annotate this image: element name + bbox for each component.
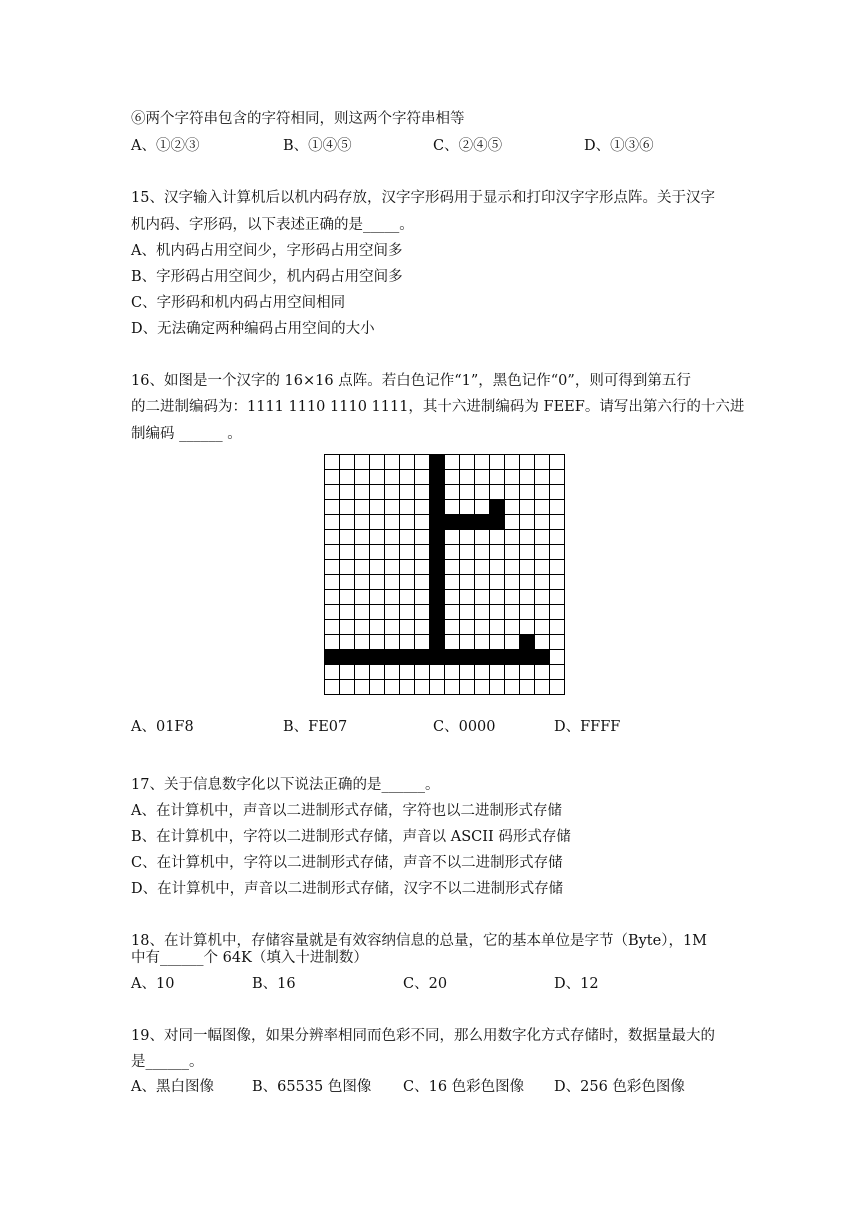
grid-cell-white — [520, 665, 535, 680]
dot-matrix-grid — [324, 454, 570, 700]
grid-cell-white — [535, 455, 550, 470]
grid-cell-white — [340, 590, 355, 605]
grid-cell-white — [415, 665, 430, 680]
grid-cell-white — [415, 605, 430, 620]
grid-cell-white — [325, 485, 340, 500]
grid-cell-white — [385, 590, 400, 605]
grid-cell-white — [415, 635, 430, 650]
grid-cell-black — [430, 590, 445, 605]
grid-cell-white — [355, 620, 370, 635]
grid-cell-white — [400, 635, 415, 650]
grid-cell-white — [370, 620, 385, 635]
grid-cell-white — [490, 635, 505, 650]
grid-cell-white — [355, 545, 370, 560]
q15-option-c: C、字形码和机内码占用空间相同 — [131, 295, 346, 311]
grid-cell-white — [325, 635, 340, 650]
grid-cell-white — [370, 530, 385, 545]
grid-cell-white — [490, 605, 505, 620]
grid-cell-white — [385, 560, 400, 575]
grid-cell-white — [490, 455, 505, 470]
grid-cell-black — [520, 635, 535, 650]
grid-cell-white — [535, 560, 550, 575]
grid-cell-black — [430, 530, 445, 545]
grid-cell-white — [385, 620, 400, 635]
grid-cell-white — [505, 575, 520, 590]
q17-stem: 17、关于信息数字化以下说法正确的是______。 — [131, 777, 440, 793]
grid-cell-white — [370, 485, 385, 500]
q17-option-d: D、在计算机中，声音以二进制形式存储，汉字不以二进制形式存储 — [131, 881, 564, 897]
grid-cell-white — [460, 680, 475, 695]
grid-cell-white — [550, 650, 565, 665]
grid-cell-white — [355, 635, 370, 650]
grid-cell-white — [535, 665, 550, 680]
grid-cell-white — [340, 485, 355, 500]
grid-cell-white — [490, 530, 505, 545]
grid-cell-white — [370, 575, 385, 590]
grid-cell-white — [460, 605, 475, 620]
grid-cell-white — [535, 605, 550, 620]
grid-cell-white — [520, 560, 535, 575]
grid-cell-white — [445, 560, 460, 575]
grid-cell-white — [460, 560, 475, 575]
grid-cell-white — [535, 470, 550, 485]
grid-cell-white — [400, 500, 415, 515]
grid-cell-white — [445, 575, 460, 590]
grid-cell-black — [535, 650, 550, 665]
grid-cell-white — [445, 485, 460, 500]
grid-cell-white — [325, 500, 340, 515]
q18-stem-line-2: 中有______个 64K（填入十进制数） — [131, 950, 368, 966]
grid-cell-white — [385, 530, 400, 545]
grid-cell-white — [550, 575, 565, 590]
q16-option-c: C、0000 — [433, 719, 496, 735]
grid-cell-white — [550, 560, 565, 575]
q16-option-b: B、FE07 — [283, 719, 348, 735]
grid-cell-black — [415, 650, 430, 665]
grid-cell-white — [385, 665, 400, 680]
grid-cell-white — [475, 590, 490, 605]
grid-cell-white — [415, 680, 430, 695]
grid-cell-white — [535, 680, 550, 695]
grid-cell-white — [325, 590, 340, 605]
grid-cell-white — [355, 605, 370, 620]
grid-cell-white — [400, 485, 415, 500]
grid-cell-white — [490, 665, 505, 680]
grid-cell-white — [535, 530, 550, 545]
grid-cell-white — [550, 605, 565, 620]
grid-cell-white — [370, 635, 385, 650]
grid-cell-black — [460, 515, 475, 530]
grid-cell-black — [490, 500, 505, 515]
grid-cell-white — [505, 605, 520, 620]
grid-cell-black — [445, 515, 460, 530]
grid-cell-white — [445, 545, 460, 560]
q19-option-d: D、256 色彩色图像 — [554, 1079, 685, 1095]
grid-cell-white — [415, 455, 430, 470]
grid-cell-white — [475, 605, 490, 620]
q18-option-d: D、12 — [554, 976, 599, 992]
grid-cell-white — [475, 665, 490, 680]
grid-cell-white — [325, 530, 340, 545]
grid-cell-white — [460, 470, 475, 485]
grid-cell-white — [340, 560, 355, 575]
grid-cell-white — [325, 680, 340, 695]
q18-option-a: A、10 — [131, 976, 175, 992]
grid-cell-white — [505, 485, 520, 500]
grid-cell-white — [400, 620, 415, 635]
grid-cell-white — [550, 635, 565, 650]
q15-stem-line-1: 15、汉字输入计算机后以机内码存放，汉字字形码用于显示和打印汉字字形点阵。关于汉字 — [131, 190, 715, 206]
grid-cell-white — [505, 515, 520, 530]
grid-cell-white — [355, 470, 370, 485]
grid-cell-white — [490, 470, 505, 485]
q15-option-b: B、字形码占用空间少，机内码占用空间多 — [131, 269, 403, 285]
grid-cell-white — [460, 590, 475, 605]
q14-option-a: A、①②③ — [131, 138, 200, 154]
grid-cell-white — [400, 590, 415, 605]
grid-cell-white — [520, 620, 535, 635]
grid-cell-black — [430, 515, 445, 530]
grid-cell-white — [505, 545, 520, 560]
grid-cell-white — [520, 575, 535, 590]
grid-cell-white — [355, 590, 370, 605]
grid-cell-white — [520, 605, 535, 620]
grid-cell-white — [535, 590, 550, 605]
grid-cell-white — [385, 455, 400, 470]
grid-cell-white — [325, 515, 340, 530]
grid-cell-black — [430, 485, 445, 500]
grid-cell-black — [430, 470, 445, 485]
grid-cell-black — [475, 515, 490, 530]
q18-stem-line-1: 18、在计算机中，存储容量就是有效容纳信息的总量，它的基本单位是字节（Byte），1M — [131, 933, 708, 949]
grid-cell-white — [340, 515, 355, 530]
grid-cell-white — [415, 515, 430, 530]
grid-cell-white — [400, 680, 415, 695]
grid-cell-white — [340, 470, 355, 485]
grid-cell-white — [355, 560, 370, 575]
grid-cell-black — [430, 545, 445, 560]
grid-cell-white — [520, 455, 535, 470]
grid-cell-white — [430, 665, 445, 680]
grid-cell-white — [475, 560, 490, 575]
grid-cell-white — [385, 635, 400, 650]
grid-cell-white — [460, 530, 475, 545]
grid-cell-white — [370, 515, 385, 530]
grid-cell-white — [445, 470, 460, 485]
grid-cell-white — [400, 515, 415, 530]
grid-cell-white — [550, 665, 565, 680]
grid-cell-white — [550, 500, 565, 515]
grid-cell-white — [445, 455, 460, 470]
grid-cell-white — [445, 590, 460, 605]
grid-cell-white — [460, 620, 475, 635]
grid-cell-white — [505, 530, 520, 545]
q14-option-c: C、②④⑤ — [433, 138, 503, 154]
grid-cell-white — [370, 500, 385, 515]
grid-cell-white — [460, 455, 475, 470]
grid-cell-white — [400, 665, 415, 680]
grid-cell-black — [385, 650, 400, 665]
grid-cell-white — [355, 500, 370, 515]
grid-cell-black — [520, 650, 535, 665]
grid-cell-white — [355, 455, 370, 470]
grid-cell-white — [385, 545, 400, 560]
grid-cell-white — [550, 620, 565, 635]
grid-cell-white — [490, 680, 505, 695]
grid-cell-white — [340, 455, 355, 470]
grid-cell-white — [340, 530, 355, 545]
grid-cell-white — [415, 590, 430, 605]
grid-cell-white — [445, 680, 460, 695]
grid-cell-white — [475, 455, 490, 470]
q19-option-a: A、黑白图像 — [131, 1079, 214, 1095]
grid-cell-white — [535, 485, 550, 500]
grid-cell-white — [400, 545, 415, 560]
grid-cell-white — [385, 485, 400, 500]
grid-cell-white — [535, 500, 550, 515]
grid-cell-white — [325, 605, 340, 620]
grid-cell-white — [415, 470, 430, 485]
q14-statement-6: ⑥两个字符串包含的字符相同，则这两个字符串相等 — [131, 111, 465, 127]
grid-cell-white — [520, 530, 535, 545]
grid-cell-white — [415, 530, 430, 545]
grid-cell-white — [355, 575, 370, 590]
grid-cell-black — [370, 650, 385, 665]
grid-cell-white — [370, 560, 385, 575]
grid-cell-white — [460, 485, 475, 500]
grid-cell-white — [475, 470, 490, 485]
grid-cell-white — [475, 635, 490, 650]
grid-cell-white — [385, 680, 400, 695]
grid-cell-white — [445, 665, 460, 680]
grid-cell-white — [535, 545, 550, 560]
grid-cell-white — [490, 620, 505, 635]
grid-cell-white — [520, 545, 535, 560]
grid-cell-white — [550, 470, 565, 485]
grid-cell-white — [400, 470, 415, 485]
grid-cell-white — [355, 530, 370, 545]
grid-cell-black — [400, 650, 415, 665]
grid-cell-white — [505, 635, 520, 650]
grid-cell-black — [430, 575, 445, 590]
grid-cell-white — [445, 620, 460, 635]
q15-stem-line-2: 机内码、字形码，以下表述正确的是_____。 — [131, 217, 414, 233]
grid-cell-white — [490, 575, 505, 590]
grid-cell-black — [430, 500, 445, 515]
grid-cell-white — [415, 560, 430, 575]
grid-cell-black — [430, 560, 445, 575]
grid-cell-white — [340, 500, 355, 515]
grid-cell-white — [475, 485, 490, 500]
grid-cell-white — [340, 620, 355, 635]
grid-cell-white — [400, 575, 415, 590]
grid-cell-white — [325, 560, 340, 575]
q19-stem-line-1: 19、对同一幅图像，如果分辨率相同而色彩不同，那么用数字化方式存储时，数据量最大的 — [131, 1028, 715, 1044]
grid-cell-white — [415, 545, 430, 560]
grid-cell-black — [505, 650, 520, 665]
grid-cell-black — [430, 455, 445, 470]
grid-cell-white — [535, 515, 550, 530]
grid-cell-white — [520, 680, 535, 695]
grid-cell-white — [520, 470, 535, 485]
grid-cell-white — [550, 530, 565, 545]
grid-cell-black — [460, 650, 475, 665]
grid-cell-white — [460, 500, 475, 515]
grid-cell-white — [400, 605, 415, 620]
grid-cell-white — [325, 620, 340, 635]
grid-cell-white — [535, 620, 550, 635]
grid-cell-white — [445, 530, 460, 545]
grid-cell-white — [370, 470, 385, 485]
grid-cell-white — [445, 500, 460, 515]
grid-cell-white — [385, 605, 400, 620]
grid-cell-white — [490, 560, 505, 575]
grid-cell-white — [520, 500, 535, 515]
grid-cell-white — [415, 620, 430, 635]
grid-cell-white — [385, 575, 400, 590]
grid-cell-white — [475, 680, 490, 695]
grid-cell-white — [355, 515, 370, 530]
grid-cell-black — [490, 650, 505, 665]
grid-cell-white — [460, 575, 475, 590]
grid-cell-white — [460, 545, 475, 560]
grid-cell-black — [355, 650, 370, 665]
q16-stem-line-2: 的二进制编码为：1111 1110 1110 1111，其十六进制编码为 FEEF。请写出第六行的十六进 — [131, 399, 745, 415]
grid-cell-white — [550, 680, 565, 695]
grid-cell-white — [355, 665, 370, 680]
grid-cell-white — [370, 455, 385, 470]
grid-cell-black — [430, 605, 445, 620]
q19-stem-line-2: 是______。 — [131, 1054, 204, 1070]
grid-cell-white — [505, 665, 520, 680]
q19-option-b: B、65535 色图像 — [252, 1079, 372, 1095]
grid-cell-white — [340, 575, 355, 590]
grid-cell-white — [400, 560, 415, 575]
grid-cell-white — [490, 485, 505, 500]
grid-cell-white — [355, 485, 370, 500]
grid-cell-white — [505, 680, 520, 695]
grid-cell-white — [535, 575, 550, 590]
grid-cell-white — [400, 530, 415, 545]
grid-cell-white — [475, 620, 490, 635]
grid-cell-white — [340, 665, 355, 680]
grid-cell-white — [550, 545, 565, 560]
grid-cell-black — [430, 635, 445, 650]
grid-cell-white — [370, 605, 385, 620]
grid-cell-white — [445, 605, 460, 620]
grid-cell-white — [415, 485, 430, 500]
grid-cell-white — [550, 485, 565, 500]
grid-cell-white — [385, 500, 400, 515]
grid-cell-white — [505, 560, 520, 575]
grid-cell-white — [505, 500, 520, 515]
grid-cell-black — [430, 620, 445, 635]
grid-cell-black — [325, 650, 340, 665]
grid-cell-white — [520, 515, 535, 530]
grid-cell-white — [325, 545, 340, 560]
grid-cell-white — [505, 470, 520, 485]
grid-cell-white — [505, 620, 520, 635]
grid-cell-white — [325, 455, 340, 470]
grid-cell-white — [370, 680, 385, 695]
grid-cell-white — [475, 575, 490, 590]
grid-cell-white — [385, 515, 400, 530]
grid-cell-white — [325, 575, 340, 590]
grid-cell-white — [520, 590, 535, 605]
grid-cell-white — [355, 680, 370, 695]
q17-option-c: C、在计算机中，字符以二进制形式存储，声音不以二进制形式存储 — [131, 855, 563, 871]
grid-cell-white — [340, 635, 355, 650]
q15-option-a: A、机内码占用空间少，字形码占用空间多 — [131, 243, 403, 259]
grid-cell-white — [370, 665, 385, 680]
grid-cell-black — [430, 650, 445, 665]
grid-cell-white — [550, 515, 565, 530]
q14-option-b: B、①④⑤ — [283, 138, 352, 154]
grid-cell-white — [445, 635, 460, 650]
q17-option-a: A、在计算机中，声音以二进制形式存储，字符也以二进制形式存储 — [131, 803, 562, 819]
grid-cell-black — [490, 515, 505, 530]
grid-cell-white — [460, 665, 475, 680]
q17-option-b: B、在计算机中，字符以二进制形式存储，声音以 ASCII 码形式存储 — [131, 829, 571, 845]
grid-cell-white — [460, 635, 475, 650]
grid-cell-white — [505, 590, 520, 605]
grid-cell-white — [535, 635, 550, 650]
grid-cell-white — [340, 545, 355, 560]
grid-cell-white — [550, 590, 565, 605]
grid-cell-white — [415, 575, 430, 590]
grid-cell-white — [325, 470, 340, 485]
q14-option-d: D、①③⑥ — [584, 138, 654, 154]
q15-option-d: D、无法确定两种编码占用空间的大小 — [131, 321, 375, 337]
grid-cell-white — [505, 455, 520, 470]
grid-cell-black — [475, 650, 490, 665]
grid-cell-white — [490, 590, 505, 605]
grid-cell-white — [370, 545, 385, 560]
grid-cell-white — [475, 500, 490, 515]
q16-stem-line-1: 16、如图是一个汉字的 16×16 点阵。若白色记作“1”，黑色记作“0”，则可得到第五行 — [131, 373, 691, 389]
grid-cell-white — [550, 455, 565, 470]
grid-cell-white — [340, 605, 355, 620]
grid-cell-black — [340, 650, 355, 665]
q18-option-c: C、20 — [403, 976, 448, 992]
grid-cell-white — [385, 470, 400, 485]
grid-cell-white — [490, 545, 505, 560]
grid-cell-white — [475, 530, 490, 545]
grid-cell-white — [430, 680, 445, 695]
dot-matrix-figure — [324, 454, 570, 700]
grid-cell-white — [415, 500, 430, 515]
grid-cell-white — [475, 545, 490, 560]
q16-stem-line-3: 制编码 ______ 。 — [131, 426, 242, 442]
q16-option-a: A、01F8 — [131, 719, 194, 735]
grid-cell-white — [325, 665, 340, 680]
grid-cell-white — [400, 455, 415, 470]
q18-option-b: B、16 — [252, 976, 296, 992]
q19-option-c: C、16 色彩色图像 — [403, 1079, 525, 1095]
grid-cell-white — [520, 485, 535, 500]
q16-option-d: D、FFFF — [554, 719, 621, 735]
grid-cell-white — [370, 590, 385, 605]
grid-cell-white — [340, 680, 355, 695]
grid-cell-black — [445, 650, 460, 665]
